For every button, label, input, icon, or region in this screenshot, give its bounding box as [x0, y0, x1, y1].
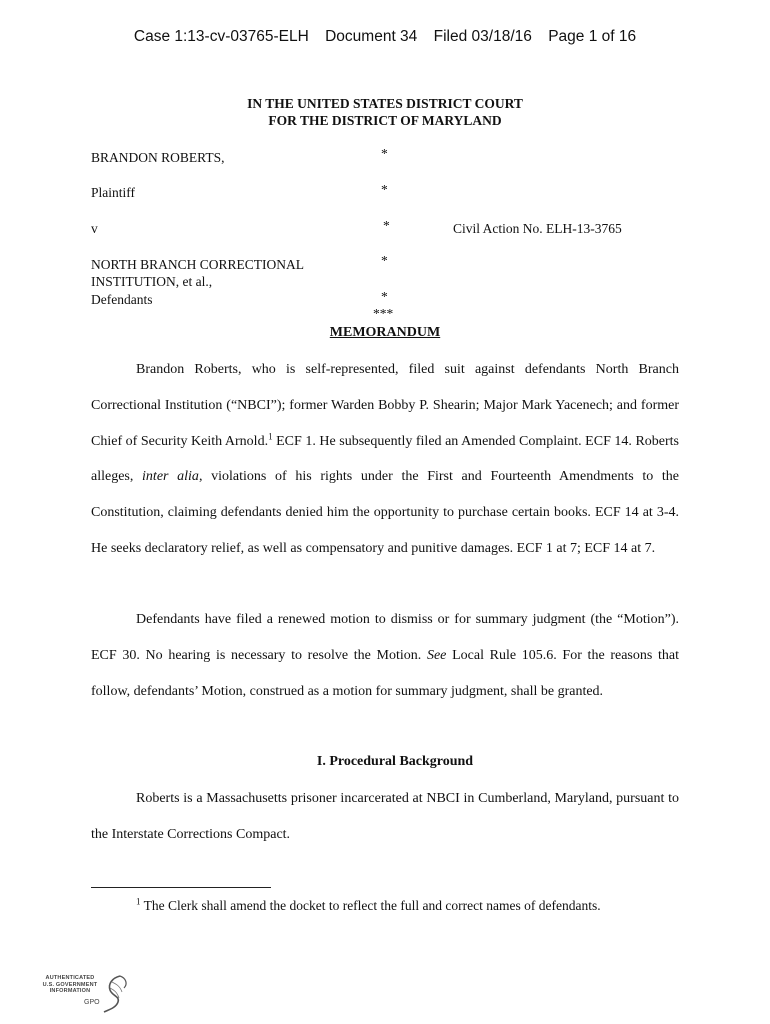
eagle-icon: [98, 972, 132, 1014]
court-title: [0, 95, 770, 129]
gpo-line-3: INFORMATION: [49, 988, 91, 994]
paragraph-1: [91, 352, 679, 567]
section-heading: I. Procedural Background: [316, 754, 474, 769]
paragraph-2-text-a: Defendants have filed a renewed motion to dismiss or for summary judgment (the “Motion”). ECF 30. No hearing is necessary to resolve the Motion.: [91, 612, 679, 663]
case-number: Case 1:13-cv-03765-ELH: [133, 28, 309, 45]
versus: v: [91, 221, 98, 236]
footnote-ref: 1: [268, 430, 273, 441]
paragraph-3-text: Roberts is a Massachusetts prisoner incarcerated at NBCI in Cumberland, Maryland, pursuant to the Interstate Corrections Compact.: [91, 791, 679, 842]
caption-stars: ***: [373, 306, 394, 321]
page-indicator: Page 1 of 16: [548, 28, 637, 45]
court-title-line-1: IN THE UNITED STATES DISTRICT COURT: [247, 96, 523, 111]
paragraph-1-text-b: ECF 1. He subsequently filed an Amended Complaint. ECF 14. Roberts alleges,: [91, 433, 679, 485]
footnote: [136, 898, 601, 914]
footnote-divider: [91, 887, 271, 888]
document-number: Document 34: [325, 28, 418, 45]
footnote-number: 1: [136, 896, 141, 907]
caption-star: *: [381, 146, 388, 161]
paragraph-2-italic: See: [426, 647, 447, 663]
filed-date: Filed 03/18/16: [433, 28, 532, 45]
paragraph-1-text-a: Brandon Roberts, who is self-represented, filed suit against defendants North Branch Correctional Institution (“NBCI”); former Warden Bobby P. Shearin; Major Mark Yacenech; and former Chief of Security Keith Arnold.: [91, 362, 679, 449]
paragraph-2: [91, 602, 679, 709]
caption-star: *: [381, 253, 388, 268]
caption-star: *: [381, 182, 388, 197]
caption-star: *: [383, 218, 390, 233]
court-title-line-2: FOR THE DISTRICT OF MARYLAND: [268, 113, 502, 128]
footnote-text: The Clerk shall amend the docket to reflect the full and correct names of defendants.: [140, 898, 601, 913]
gpo-authentication-logo: [40, 972, 140, 1016]
plaintiff-label: Plaintiff: [91, 185, 136, 200]
defendant-line-1: NORTH BRANCH CORRECTIONAL: [91, 257, 304, 272]
paragraph-1-text-c: , violations of his rights under the First and Fourteenth Amendments to the Constitution, claiming defendants denied him the opportunity to purchase certain books. ECF 14 at 3-4. He seeks declaratory relief, as well as compensatory and punitive damages. ECF 1 at 7; ECF 14 at 7.: [91, 469, 679, 556]
civil-action-number: Civil Action No. ELH-13-3765: [453, 221, 622, 236]
defendant-label: Defendants: [91, 292, 153, 307]
gpo-line-2: U.S. GOVERNMENT: [42, 981, 98, 988]
defendant-line-2: INSTITUTION, et al.,: [91, 274, 213, 289]
caption-star: *: [381, 289, 388, 304]
paragraph-2-text-b: Local Rule 105.6. For the reasons that follow, defendants’ Motion, construed as a motion for summary judgment, shall be granted.: [91, 647, 680, 699]
gpo-mark: GPO: [84, 999, 100, 1006]
plaintiff-name: BRANDON ROBERTS,: [91, 150, 225, 165]
gpo-line-1: AUTHENTICATED: [45, 975, 95, 981]
memorandum-title: MEMORANDUM: [329, 325, 441, 340]
paragraph-1-italic: inter alia: [142, 469, 199, 485]
paragraph-3: [91, 781, 679, 853]
ecf-header: [0, 28, 770, 46]
